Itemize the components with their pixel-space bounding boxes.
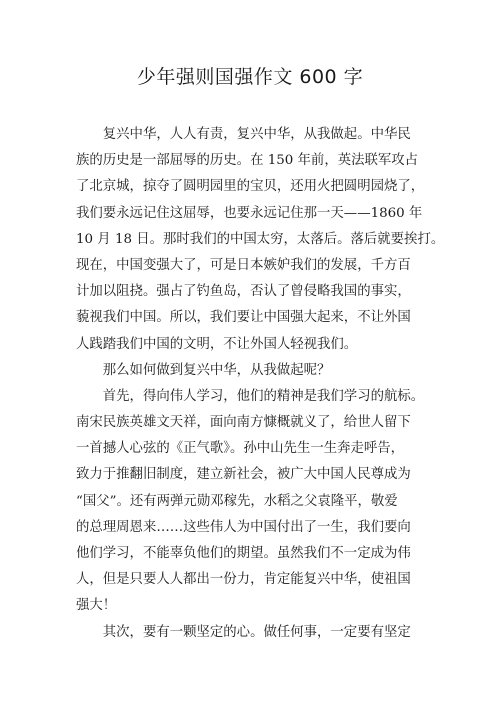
text-line: 复兴中华，人人有责，复兴中华，从我做起。中华民	[76, 127, 411, 142]
document-title: 少年强则国强作文 600 字	[136, 66, 364, 88]
text-line: 藐视我们中国。所以，我们要让中国强大起来，不让外国	[76, 310, 411, 326]
text-line: 致力于推翻旧制度，建立新社会，被广大中国人民尊成为	[76, 467, 411, 483]
text-line: 人，但是只要人人都出一份力，肯定能复兴中华，使祖国	[76, 572, 411, 588]
text-line: 首先，得向伟人学习，他们的精神是我们学习的航标。	[76, 388, 425, 404]
text-line: 那么如何做到复兴中华，从我做起呢？	[76, 362, 331, 378]
text-line: 其次，要有一颗坚定的心。做任何事，一定要有坚定	[76, 624, 411, 640]
text-line: 南宋民族英雄文天祥，面向南方慷概就义了，给世人留下	[76, 415, 411, 431]
text-line: 我们要永远记住这屈辱，也要永远记住那一天——1860 年	[76, 205, 423, 221]
text-line: 族的历史是一部屈辱的历史。在 150 年前，英法联军攻占	[76, 153, 419, 169]
text-line: 一首撼人心弦的《正气歌》。孙中山先生一生奔走呼告，	[76, 441, 405, 457]
text-line: “国父”。还有两弹元勋邓稼先，水稻之父袁隆平，敬爱	[76, 493, 398, 509]
text-line: 他们学习，不能辜负他们的期望。虽然我们不一定成为伟	[76, 546, 411, 561]
text-line: 了北京城，掠夺了圆明园里的宝贝，还用火把圆明园烧了，	[76, 179, 425, 195]
text-line: 10 月 18 日。那时我们的中国太穷，太落后。落后就要挨打。	[76, 231, 445, 247]
text-line: 现在，中国变强大了，可是日本嫉妒我们的发展，千方百	[76, 257, 411, 273]
text-line: 计加以阻挠。强占了钓鱼岛，否认了曾侵略我国的事实，	[76, 284, 411, 300]
text-line: 强大！	[76, 598, 117, 614]
document-body	[76, 122, 445, 646]
text-line: 的总理周恩来……这些伟人为中国付出了一生，我们要向	[76, 519, 411, 535]
text-line: 人践踏我们中国的文明，不让外国人轻视我们。	[76, 336, 358, 352]
